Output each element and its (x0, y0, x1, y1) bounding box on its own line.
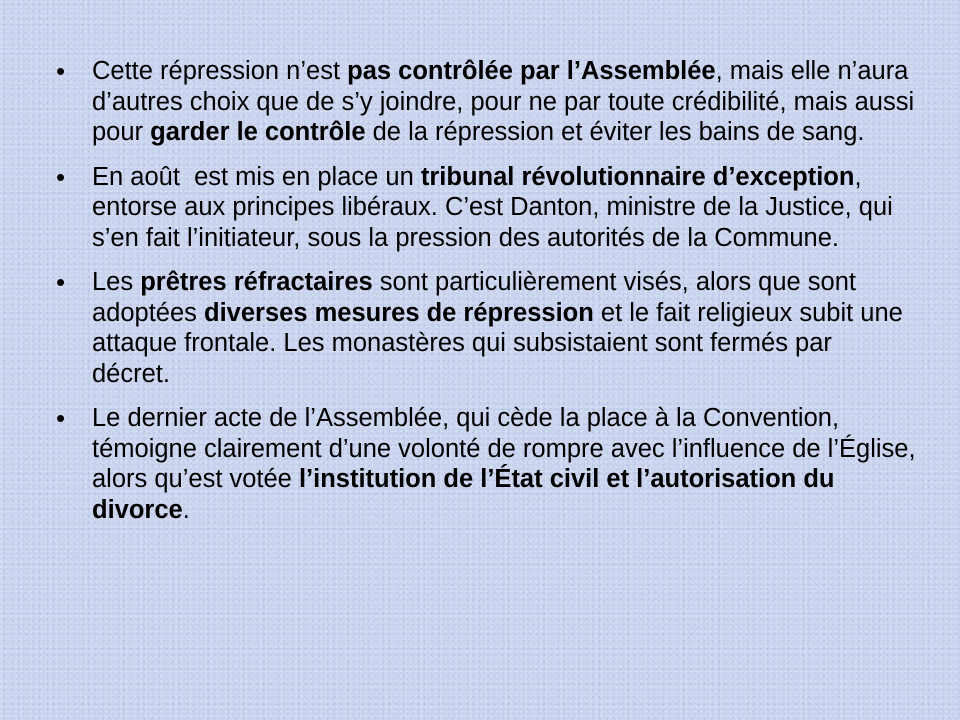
text-run: et le fait religieux subit une attaque frontale. Les monastères qui subsistaient sont fermés par décret. (92, 298, 903, 388)
text-run: En août est mis en place un (92, 162, 421, 191)
bullet-text (92, 163, 893, 252)
bullet-item (56, 162, 916, 254)
bullet-text (92, 404, 916, 524)
text-run: Cette répression n’est (92, 57, 348, 85)
text-run: . (182, 495, 190, 524)
bullet-item (56, 403, 916, 525)
bullet-dot-icon: • (56, 56, 66, 86)
bullet-item (56, 56, 916, 148)
bullet-text (92, 268, 903, 388)
bullet-item (56, 267, 916, 389)
bullet-dot-icon: • (56, 161, 66, 192)
bold-run: l’institution de l’État civil et l’autorisation du divorce (92, 465, 835, 524)
bold-run: pas contrôlée par l’Assemblée (347, 57, 716, 85)
text-run: , entorse aux principes libéraux. C’est Danton, ministre de la Justice, qui s’en fait l’initiateur, sous la pression des autorités de la Commune. (92, 162, 893, 252)
text-run: , mais elle n’aura d’autres choix que de s’y joindre, pour ne par toute crédibilité, mais aussi pour (92, 57, 915, 146)
text-run: sont particulièrement visés, alors que sont adoptées (92, 268, 857, 327)
text-run: Le dernier acte de l’Assemblée, qui cède la place à la Convention, témoigne clairement d’une volonté de rompre avec l’influence de l’Église, alors qu’est votée (92, 404, 916, 493)
bold-run: diverses mesures de répression (204, 298, 594, 327)
bold-run: tribunal révolutionnaire d’exception (420, 162, 855, 191)
bold-run: garder le contrôle (150, 118, 366, 146)
text-run: de la répression et éviter les bains de sang. (365, 118, 865, 146)
bullet-dot-icon: • (56, 403, 66, 433)
bold-run: prêtres réfractaires (140, 268, 373, 296)
bullet-list (56, 56, 916, 539)
bullet-dot-icon: • (56, 267, 66, 297)
bullet-text (92, 57, 914, 146)
text-run: Les (92, 268, 141, 296)
